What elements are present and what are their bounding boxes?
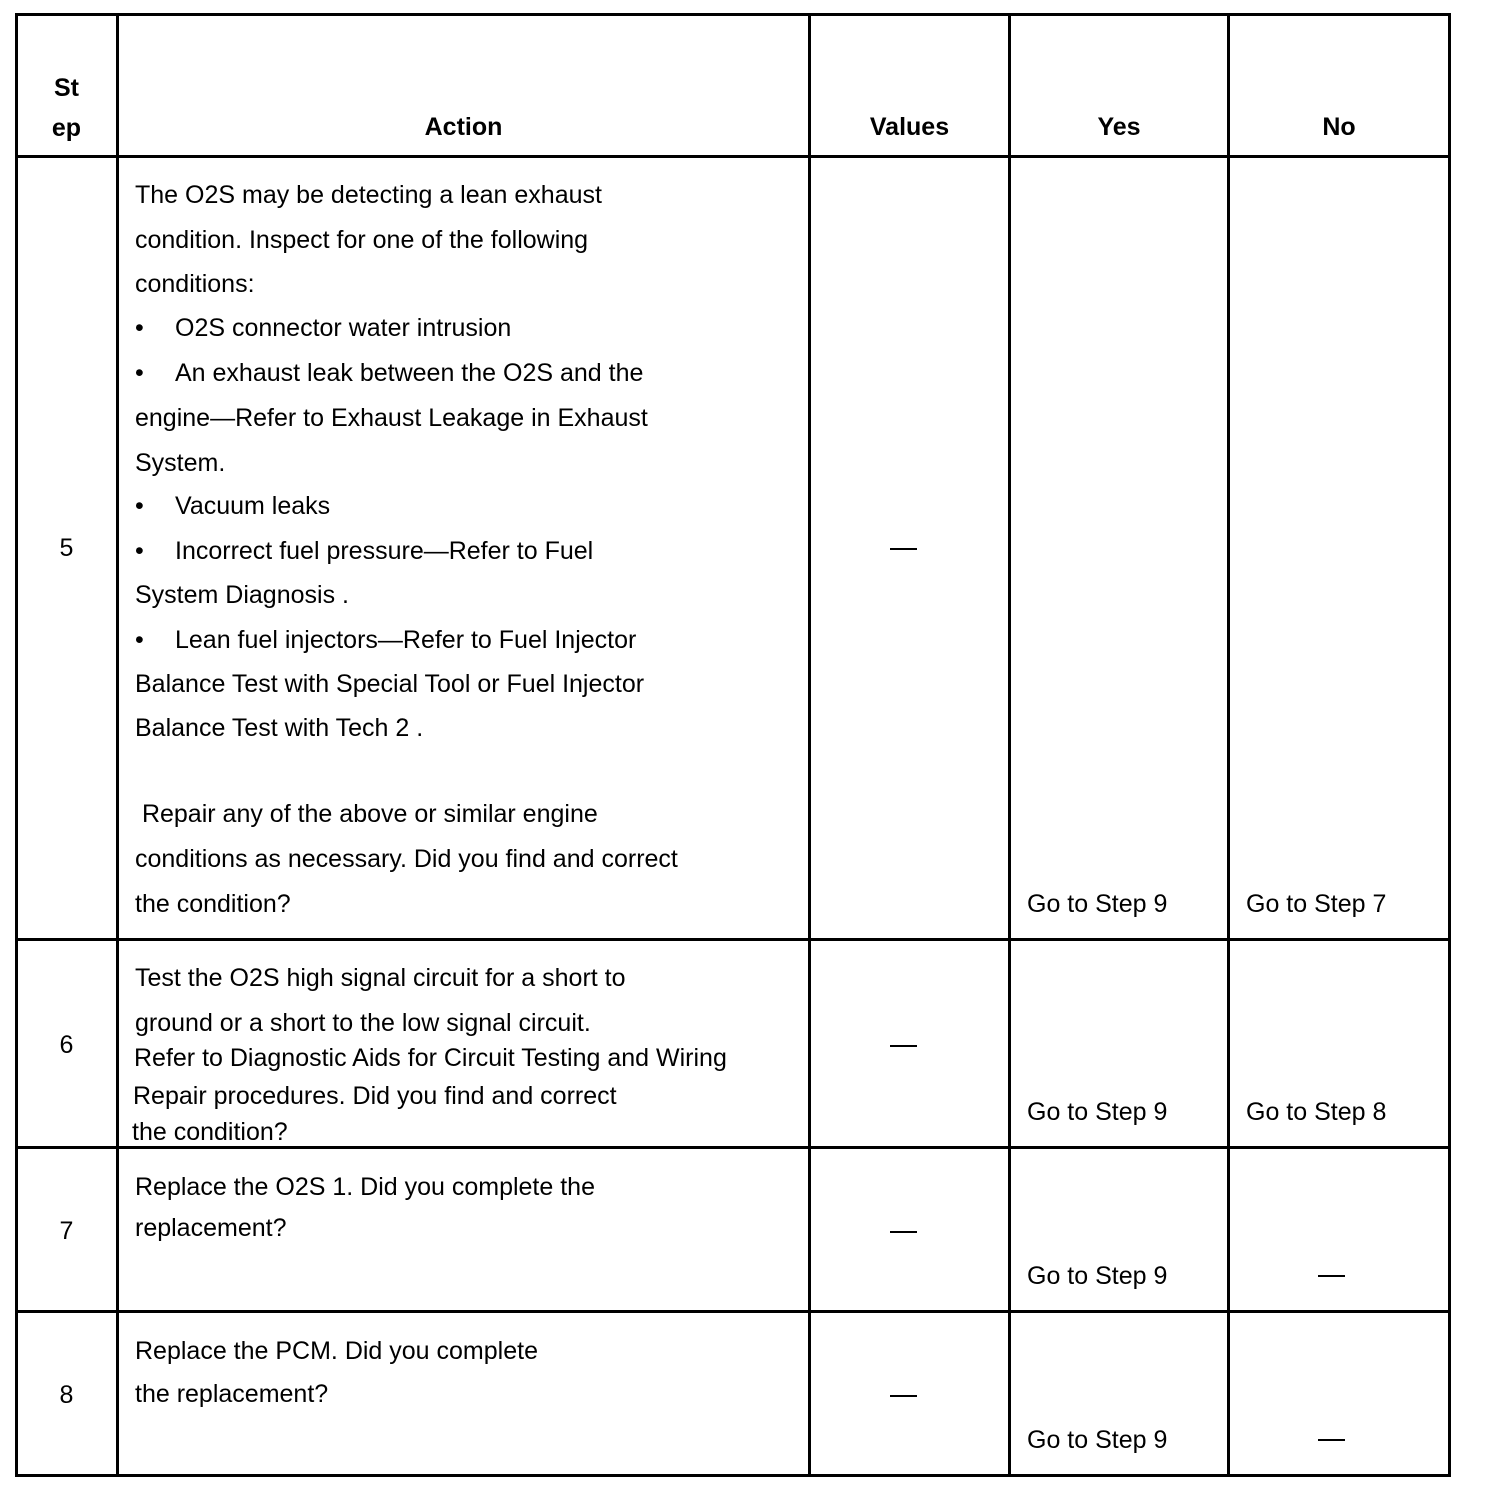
bullet-item <box>135 494 330 519</box>
bullet: • <box>135 359 144 387</box>
step-number: 5 <box>59 534 74 562</box>
action-line: conditions: <box>135 270 255 298</box>
bullet-item <box>135 361 643 386</box>
row-divider <box>15 1146 1451 1149</box>
value-dash <box>890 1395 917 1397</box>
action-line: conditions as necessary. Did you find and correct <box>135 845 678 873</box>
action-line: Replace the PCM. Did you complete <box>135 1337 538 1365</box>
no-dash <box>1318 1275 1345 1277</box>
bullet-item <box>135 539 593 564</box>
column-divider <box>1227 13 1230 1477</box>
step-number: 6 <box>59 1031 74 1059</box>
bullet: • <box>135 314 144 342</box>
action-line: Refer to Diagnostic Aids for Circuit Testing and Wiring <box>134 1044 727 1072</box>
action-line: Test the O2S high signal circuit for a short to <box>135 964 626 992</box>
action-line: engine—Refer to Exhaust Leakage in Exhaust <box>135 404 648 432</box>
bullet-item <box>135 316 511 341</box>
value-dash <box>890 1045 917 1047</box>
action-line: System. <box>135 449 226 477</box>
action-line: System Diagnosis . <box>135 581 349 609</box>
action-line: condition. Inspect for one of the following <box>135 226 589 254</box>
bullet: • <box>135 537 144 565</box>
yes-cell: Go to Step 9 <box>1027 1426 1168 1454</box>
action-line: The O2S may be detecting a lean exhaust <box>135 181 602 209</box>
column-divider <box>1008 13 1011 1477</box>
header-action: Action <box>424 113 503 141</box>
row-divider <box>15 1310 1451 1313</box>
yes-cell: Go to Step 9 <box>1027 890 1168 918</box>
table-border-bottom <box>15 1474 1451 1477</box>
action-line: Repair any of the above or similar engine <box>135 800 598 828</box>
action-line: Balance Test with Special Tool or Fuel Injector <box>135 670 645 698</box>
header-divider <box>15 155 1451 158</box>
bullet: • <box>135 492 144 520</box>
action-line: ground or a short to the low signal circuit. <box>135 1009 591 1037</box>
column-divider <box>808 13 811 1477</box>
yes-cell: Go to Step 9 <box>1027 1262 1168 1290</box>
no-cell: Go to Step 7 <box>1246 890 1387 918</box>
action-line: Vacuum leaks <box>175 492 331 520</box>
bullet-item <box>135 628 636 653</box>
bullet: • <box>135 626 144 654</box>
action-line: Lean fuel injectors—Refer to Fuel Injector <box>175 626 637 654</box>
row-divider <box>15 938 1451 941</box>
value-dash <box>890 548 917 550</box>
action-line: Incorrect fuel pressure—Refer to Fuel <box>175 537 594 565</box>
action-line: Repair procedures. Did you find and correct <box>133 1082 617 1110</box>
value-dash <box>890 1231 917 1233</box>
table-border-right <box>1448 13 1451 1477</box>
header-values: Values <box>869 113 950 141</box>
no-cell: Go to Step 8 <box>1246 1098 1387 1126</box>
table-border-left <box>15 13 18 1477</box>
action-line: O2S connector water intrusion <box>175 314 512 342</box>
header-step-line1: St <box>54 74 79 102</box>
column-divider <box>116 13 119 1477</box>
header-step-line2: ep <box>51 114 82 142</box>
action-line: the condition? <box>135 890 291 918</box>
step-number: 7 <box>59 1217 74 1245</box>
no-dash <box>1318 1439 1345 1441</box>
action-line: the replacement? <box>135 1380 329 1408</box>
yes-cell: Go to Step 9 <box>1027 1098 1168 1126</box>
diagnostic-table <box>15 13 1451 1477</box>
header-no: No <box>1322 113 1356 141</box>
action-line: An exhaust leak between the O2S and the <box>175 359 644 387</box>
action-line: Replace the O2S 1. Did you complete the <box>135 1173 595 1201</box>
table-border-top <box>15 13 1451 16</box>
action-line: the condition? <box>132 1118 288 1146</box>
header-yes: Yes <box>1097 113 1141 141</box>
action-line: Balance Test with Tech 2 . <box>135 714 424 742</box>
step-number: 8 <box>59 1381 74 1409</box>
action-line: replacement? <box>135 1214 287 1242</box>
